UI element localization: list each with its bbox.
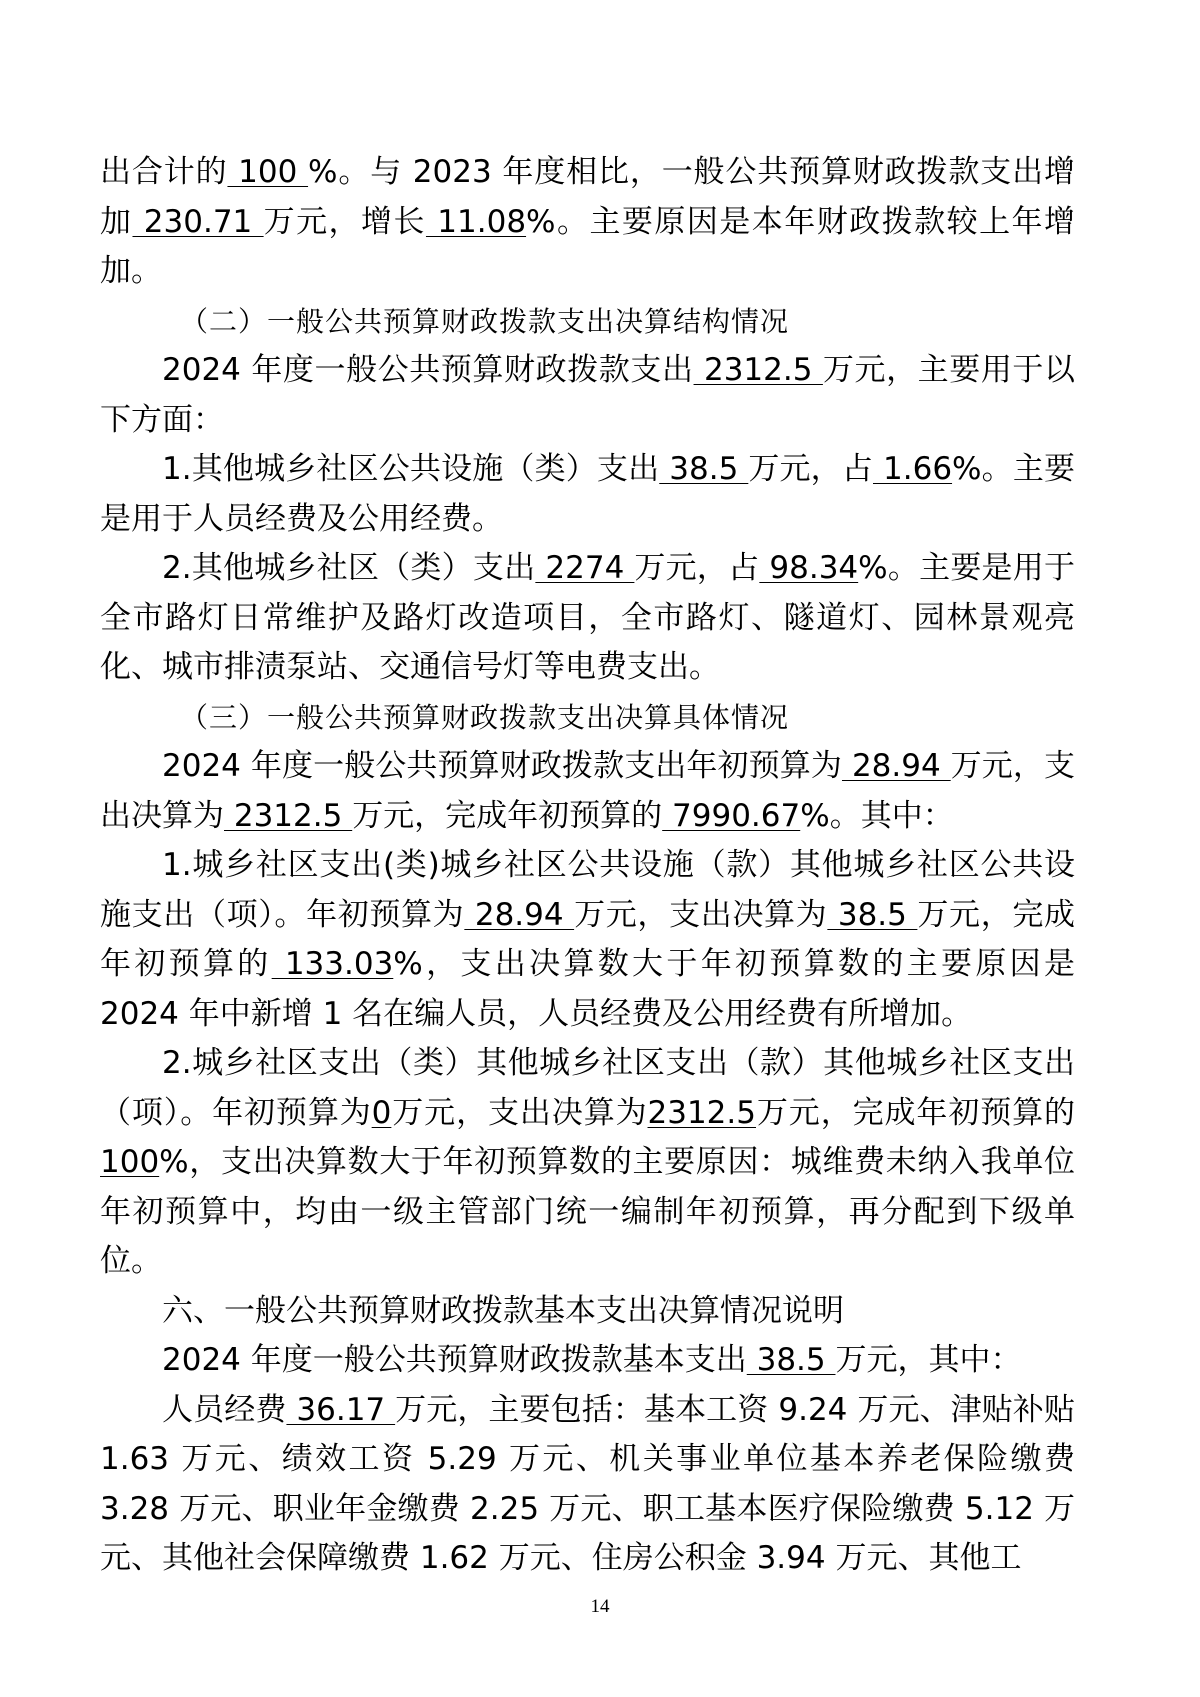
underlined-value: 230.71 <box>132 203 264 240</box>
paragraph-detail-1: 1.城乡社区支出(类)城乡社区公共设施（款）其他城乡社区公共设施支出（项）。年初预算为 28.94 万元，支出决算为 38.5 万元，完成年初预算的 133.03%，支出决算数大于年初预算数的主要原因是 2024 年中新增 1 名在编人员，人员经费及公用经费有所增加。 <box>100 847 1076 1032</box>
paragraph-item-2: 2.其他城乡社区（类）支出 2274 万元，占 98.34%。主要是用于全市路灯日常维护及路灯改造项目，全市路灯、隧道灯、园林景观亮化、城市排渍泵站、交通信号灯等电费支出。 <box>100 550 1076 685</box>
underlined-value: 38.5 <box>827 896 918 933</box>
paragraph-item-1: 1.其他城乡社区公共设施（类）支出 38.5 万元，占 1.66%。主要是用于人员经费及公用经费。 <box>100 451 1076 537</box>
section-heading-basic-expenditure: 六、一般公共预算财政拨款基本支出决算情况说明 <box>162 1292 844 1329</box>
underlined-value: 100 <box>100 1144 160 1180</box>
paragraph-continuation: 出合计的 100 %。与 2023 年度相比，一般公共预算财政拨款支出增加 230.71 万元，增长 11.08%。主要原因是本年财政拨款较上年增加。 <box>100 154 1076 289</box>
underlined-value: 100 <box>227 154 309 190</box>
paragraph-personnel-costs: 人员经费 36.17 万元，主要包括：基本工资 9.24 万元、津贴补贴 1.63 万元、绩效工资 5.29 万元、机关事业单位基本养老保险缴费 3.28 万元、职业年金缴费 2.25 万元、职工基本医疗保险缴费 5.12 万元、其他社会保障缴费 1.62 万元、住房公积金 3.94 万元、其他工 <box>100 1391 1075 1576</box>
body-text <box>100 148 1075 1584</box>
underlined-value: 38.5 <box>659 451 749 487</box>
subheading-structure: （二）一般公共预算财政拨款支出决算结构情况 <box>180 304 790 338</box>
underlined-value: 2312.5 <box>693 352 823 388</box>
paragraph-detail-2: 2.城乡社区支出（类）其他城乡社区支出（款）其他城乡社区支出（项）。年初预算为0万元，支出决算为2312.5万元，完成年初预算的100%，支出决算数大于年初预算数的主要原因：城维费未纳入我单位年初预算中，均由一级主管部门统一编制年初预算，再分配到下级单位。 <box>100 1045 1076 1279</box>
underlined-value: 1.66 <box>873 451 953 487</box>
underlined-value: 0 <box>371 1094 392 1131</box>
underlined-value: 11.08 <box>425 203 527 240</box>
underlined-value: 38.5 <box>746 1342 836 1378</box>
page-number: 14 <box>590 1596 610 1617</box>
underlined-value: 2274 <box>535 550 635 586</box>
paragraph-basic-total: 2024 年度一般公共预算财政拨款基本支出 38.5 万元，其中： <box>162 1342 1022 1378</box>
paragraph-budget-summary: 2024 年度一般公共预算财政拨款支出年初预算为 28.94 万元，支出决算为 2312.5 万元，完成年初预算的 7990.67%。其中： <box>100 748 1076 834</box>
underlined-value: 98.34 <box>759 550 859 586</box>
underlined-value: 28.94 <box>464 896 575 933</box>
underlined-value: 133.03 <box>271 946 394 982</box>
subheading-detail: （三）一般公共预算财政拨款支出决算具体情况 <box>180 700 790 734</box>
underlined-value: 28.94 <box>841 748 951 784</box>
underlined-value: 36.17 <box>286 1391 396 1428</box>
underlined-value: 2312.5 <box>647 1094 756 1131</box>
underlined-value: 2312.5 <box>224 797 353 834</box>
underlined-value: 7990.67 <box>662 797 801 834</box>
paragraph-total: 2024 年度一般公共预算财政拨款支出 2312.5 万元，主要用于以下方面： <box>100 352 1076 438</box>
